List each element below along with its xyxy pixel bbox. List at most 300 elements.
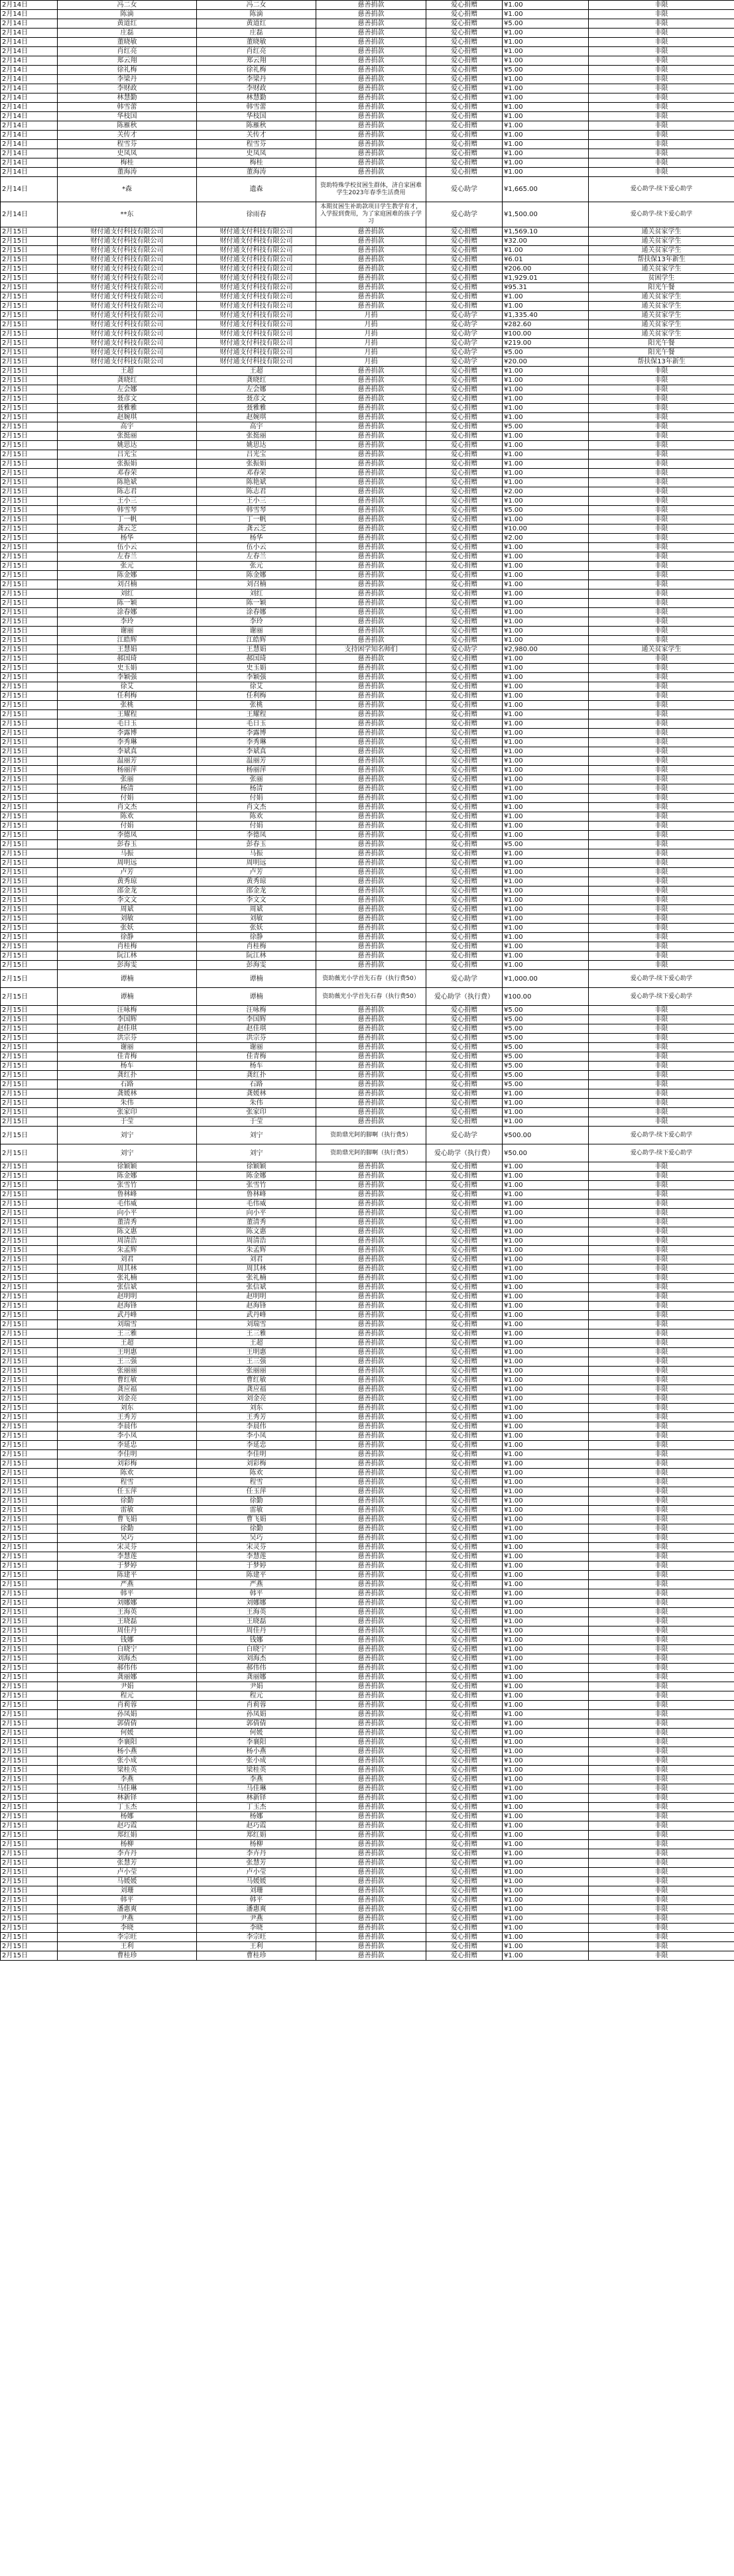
- date-cell: 2月15日: [1, 1404, 58, 1413]
- fund-cell: 非限: [589, 1719, 734, 1729]
- donor-cell: 王秀芳: [58, 1413, 197, 1422]
- donor-cell: 赵佳琪: [58, 1024, 197, 1034]
- date-cell: 2月14日: [1, 84, 58, 93]
- payer-cell: 彭海雯: [197, 961, 316, 970]
- donor-cell: 李财政: [58, 84, 197, 93]
- donor-cell: 郑云翔: [58, 56, 197, 66]
- payer-cell: 白晓宁: [197, 1645, 316, 1654]
- date-cell: 2月15日: [1, 719, 58, 729]
- donor-cell: 雷敏: [58, 1506, 197, 1515]
- table-row: [1, 330, 734, 339]
- amount-cell: ¥1.00: [503, 1255, 589, 1264]
- fund-cell: 非限: [589, 1459, 734, 1469]
- donor-cell: 聂雅雅: [58, 404, 197, 413]
- amount-cell: ¥1.00: [503, 158, 589, 168]
- fund-cell: 非限: [589, 1172, 734, 1181]
- payer-cell: 龚红扑: [197, 1071, 316, 1080]
- payer-cell: 郭倩倩: [197, 1719, 316, 1729]
- category-cell: 爱心捐赠: [426, 1515, 503, 1524]
- donor-cell: 陈滴: [58, 10, 197, 19]
- purpose-cell: 资助薇光小学首先石春（执行费50）: [316, 988, 426, 1006]
- donor-cell: 徐艾: [58, 682, 197, 692]
- date-cell: 2月15日: [1, 840, 58, 849]
- purpose-cell: 慈善捐款: [316, 1089, 426, 1099]
- fund-cell: 非限: [589, 1515, 734, 1524]
- purpose-cell: 慈善捐款: [316, 1320, 426, 1329]
- payer-cell: 任玉萍: [197, 1487, 316, 1497]
- fund-cell: 爱心助学-续下爱心助学: [589, 177, 734, 202]
- date-cell: 2月15日: [1, 849, 58, 859]
- donor-cell: 王三雅: [58, 1329, 197, 1339]
- category-cell: 爱心捐赠: [426, 887, 503, 896]
- table-row: [1, 1218, 734, 1227]
- table-row: [1, 1886, 734, 1896]
- date-cell: 2月15日: [1, 1821, 58, 1831]
- table-row: [1, 422, 734, 432]
- amount-cell: ¥1.00: [503, 896, 589, 905]
- purpose-cell: 慈善捐款: [316, 84, 426, 93]
- payer-cell: 遗森: [197, 177, 316, 202]
- payer-cell: 毛伟威: [197, 1199, 316, 1209]
- amount-cell: ¥1.00: [503, 1775, 589, 1784]
- donor-cell: 刘宁: [58, 1144, 197, 1162]
- donor-cell: 钱娜: [58, 1636, 197, 1645]
- category-cell: 爱心捐赠: [426, 1914, 503, 1924]
- payer-cell: 李晓: [197, 1924, 316, 1933]
- fund-cell: 非限: [589, 1367, 734, 1376]
- amount-cell: ¥1.00: [503, 1497, 589, 1506]
- payer-cell: 石路: [197, 1080, 316, 1089]
- fund-cell: 非限: [589, 84, 734, 93]
- date-cell: 2月15日: [1, 1719, 58, 1729]
- fund-cell: 非限: [589, 673, 734, 682]
- category-cell: 爱心捐赠: [426, 951, 503, 961]
- payer-cell: 财付通支付科技有限公司: [197, 292, 316, 302]
- payer-cell: 丁一帆: [197, 515, 316, 524]
- payer-cell: 王明惠: [197, 1348, 316, 1357]
- purpose-cell: 慈善捐款: [316, 274, 426, 283]
- payer-cell: 刘宁: [197, 1144, 316, 1162]
- category-cell: 爱心捐赠: [426, 524, 503, 534]
- purpose-cell: 月捐: [316, 311, 426, 320]
- date-cell: 2月15日: [1, 1487, 58, 1497]
- category-cell: 爱心捐赠: [426, 1283, 503, 1292]
- payer-cell: 宋灵芬: [197, 1543, 316, 1552]
- date-cell: 2月15日: [1, 1589, 58, 1599]
- amount-cell: ¥500.00: [503, 1127, 589, 1144]
- date-cell: 2月15日: [1, 673, 58, 682]
- fund-cell: 非限: [589, 1729, 734, 1738]
- purpose-cell: 慈善捐款: [316, 1682, 426, 1691]
- purpose-cell: 慈善捐款: [316, 1043, 426, 1052]
- payer-cell: 财付通支付科技有限公司: [197, 302, 316, 311]
- purpose-cell: 慈善捐款: [316, 38, 426, 47]
- amount-cell: ¥1.00: [503, 432, 589, 441]
- fund-cell: 非限: [589, 1599, 734, 1608]
- purpose-cell: 慈善捐款: [316, 738, 426, 747]
- amount-cell: ¥1.00: [503, 1784, 589, 1794]
- fund-cell: 非限: [589, 10, 734, 19]
- payer-cell: 刘红: [197, 589, 316, 599]
- amount-cell: ¥1.00: [503, 460, 589, 469]
- purpose-cell: 慈善捐款: [316, 10, 426, 19]
- amount-cell: ¥1.00: [503, 1283, 589, 1292]
- category-cell: 爱心捐赠: [426, 47, 503, 56]
- fund-cell: 爱心助学-续下爱心助学: [589, 988, 734, 1006]
- payer-cell: 江皓辉: [197, 636, 316, 645]
- amount-cell: ¥1.00: [503, 1348, 589, 1357]
- payer-cell: 周佳丹: [197, 1626, 316, 1636]
- donor-cell: 徐颖颖: [58, 1162, 197, 1172]
- date-cell: 2月15日: [1, 627, 58, 636]
- category-cell: 爱心捐赠: [426, 1599, 503, 1608]
- table-row: [1, 589, 734, 599]
- fund-cell: 非限: [589, 1043, 734, 1052]
- category-cell: 爱心捐赠: [426, 1868, 503, 1877]
- category-cell: 爱心助学: [426, 1127, 503, 1144]
- donor-cell: 卢芳: [58, 868, 197, 877]
- payer-cell: 李德凤: [197, 831, 316, 840]
- payer-cell: 温丽芳: [197, 757, 316, 766]
- fund-cell: 非限: [589, 1664, 734, 1673]
- purpose-cell: 慈善捐款: [316, 1024, 426, 1034]
- fund-cell: 非限: [589, 868, 734, 877]
- table-row: [1, 348, 734, 357]
- table-row: [1, 1608, 734, 1617]
- payer-cell: 任利梅: [197, 692, 316, 701]
- donor-cell: 陈欢: [58, 812, 197, 822]
- table-row: [1, 645, 734, 654]
- donor-cell: 赵明明: [58, 1292, 197, 1302]
- payer-cell: 赵佳琪: [197, 1024, 316, 1034]
- payer-cell: 龚晓红: [197, 376, 316, 385]
- payer-cell: 佳青梅: [197, 1052, 316, 1062]
- category-cell: 爱心捐赠: [426, 131, 503, 140]
- purpose-cell: 慈善捐款: [316, 1172, 426, 1181]
- payer-cell: 龚应福: [197, 1385, 316, 1394]
- date-cell: 2月15日: [1, 747, 58, 757]
- amount-cell: ¥1.00: [503, 1589, 589, 1599]
- amount-cell: ¥1.00: [503, 1747, 589, 1756]
- category-cell: 爱心捐赠: [426, 1376, 503, 1385]
- date-cell: 2月15日: [1, 1034, 58, 1043]
- payer-cell: 龚媛林: [197, 1089, 316, 1099]
- purpose-cell: 慈善捐款: [316, 1080, 426, 1089]
- amount-cell: ¥1.00: [503, 1701, 589, 1710]
- payer-cell: 财付通支付科技有限公司: [197, 246, 316, 255]
- fund-cell: 非限: [589, 682, 734, 692]
- amount-cell: ¥1.00: [503, 673, 589, 682]
- date-cell: 2月15日: [1, 1738, 58, 1747]
- table-row: [1, 1108, 734, 1117]
- date-cell: 2月15日: [1, 339, 58, 348]
- date-cell: 2月14日: [1, 121, 58, 131]
- date-cell: 2月15日: [1, 1524, 58, 1534]
- donor-cell: 刘彩梅: [58, 1459, 197, 1469]
- amount-cell: ¥1.00: [503, 1487, 589, 1497]
- date-cell: 2月14日: [1, 1, 58, 10]
- donor-cell: 涂春娜: [58, 608, 197, 617]
- category-cell: 爱心捐赠: [426, 1487, 503, 1497]
- amount-cell: ¥1.00: [503, 1580, 589, 1589]
- donor-cell: 王利: [58, 1942, 197, 1951]
- date-cell: 2月15日: [1, 988, 58, 1006]
- payer-cell: 赵婉琪: [197, 413, 316, 422]
- category-cell: 爱心捐赠: [426, 1497, 503, 1506]
- date-cell: 2月15日: [1, 1729, 58, 1738]
- purpose-cell: 慈善捐款: [316, 849, 426, 859]
- fund-cell: 非限: [589, 450, 734, 460]
- table-row: [1, 1534, 734, 1543]
- purpose-cell: 慈善捐款: [316, 413, 426, 422]
- donor-cell: 王慧娟: [58, 645, 197, 654]
- date-cell: 2月15日: [1, 1006, 58, 1015]
- amount-cell: ¥1.00: [503, 1812, 589, 1821]
- fund-cell: 非限: [589, 1478, 734, 1487]
- amount-cell: ¥1.00: [503, 1562, 589, 1571]
- fund-cell: 爱心助学-续下爱心助学: [589, 970, 734, 988]
- category-cell: 爱心捐赠: [426, 66, 503, 75]
- payer-cell: 陈志君: [197, 487, 316, 497]
- table-row: [1, 1255, 734, 1264]
- donor-cell: 陈金娜: [58, 1172, 197, 1181]
- amount-cell: ¥1.00: [503, 552, 589, 562]
- donor-cell: 刘珊: [58, 1886, 197, 1896]
- category-cell: 爱心捐赠: [426, 1099, 503, 1108]
- category-cell: 爱心捐赠: [426, 692, 503, 701]
- category-cell: 爱心捐赠: [426, 1181, 503, 1190]
- amount-cell: ¥2.00: [503, 534, 589, 543]
- amount-cell: ¥282.60: [503, 320, 589, 330]
- table-row: [1, 274, 734, 283]
- purpose-cell: 慈善捐款: [316, 1006, 426, 1015]
- purpose-cell: 慈善捐款: [316, 1524, 426, 1534]
- payer-cell: 黄秀琼: [197, 877, 316, 887]
- category-cell: 爱心助学: [426, 348, 503, 357]
- date-cell: 2月15日: [1, 1868, 58, 1877]
- amount-cell: ¥1,335.40: [503, 311, 589, 320]
- date-cell: 2月15日: [1, 1367, 58, 1376]
- amount-cell: ¥1.00: [503, 38, 589, 47]
- amount-cell: ¥1.00: [503, 1246, 589, 1255]
- table-row: [1, 840, 734, 849]
- purpose-cell: 慈善捐款: [316, 1071, 426, 1080]
- fund-cell: 非限: [589, 1775, 734, 1784]
- payer-cell: 杨清: [197, 784, 316, 794]
- donor-cell: 龚云芝: [58, 524, 197, 534]
- date-cell: 2月15日: [1, 664, 58, 673]
- donor-cell: 韩雪琴: [58, 506, 197, 515]
- table-row: [1, 608, 734, 617]
- date-cell: 2月15日: [1, 803, 58, 812]
- date-cell: 2月14日: [1, 103, 58, 112]
- category-cell: 爱心助学: [426, 320, 503, 330]
- table-row: [1, 617, 734, 627]
- payer-cell: 朱孟辉: [197, 1246, 316, 1255]
- fund-cell: 帮扶保13年新生: [589, 357, 734, 367]
- donor-cell: 刘东: [58, 1404, 197, 1413]
- fund-cell: 非限: [589, 1506, 734, 1515]
- table-row: [1, 339, 734, 348]
- fund-cell: 非限: [589, 1264, 734, 1274]
- payer-cell: 尹燕: [197, 1914, 316, 1924]
- amount-cell: ¥1.00: [503, 1682, 589, 1691]
- fund-cell: 非限: [589, 168, 734, 177]
- purpose-cell: 慈善捐款: [316, 1626, 426, 1636]
- date-cell: 2月15日: [1, 822, 58, 831]
- purpose-cell: 慈善捐款: [316, 840, 426, 849]
- purpose-cell: 慈善捐款: [316, 1589, 426, 1599]
- amount-cell: ¥1.00: [503, 562, 589, 571]
- category-cell: 爱心捐赠: [426, 1441, 503, 1450]
- category-cell: 爱心捐赠: [426, 1766, 503, 1775]
- amount-cell: ¥1.00: [503, 1357, 589, 1367]
- table-row: [1, 627, 734, 636]
- date-cell: 2月15日: [1, 1803, 58, 1812]
- amount-cell: ¥1.00: [503, 302, 589, 311]
- category-cell: 爱心捐赠: [426, 283, 503, 292]
- category-cell: 爱心捐赠: [426, 1803, 503, 1812]
- table-row: [1, 1821, 734, 1831]
- donor-cell: 马佳琳: [58, 1784, 197, 1794]
- purpose-cell: 慈善捐款: [316, 1951, 426, 1961]
- table-row: [1, 1664, 734, 1673]
- fund-cell: 阳光午餐: [589, 339, 734, 348]
- donor-cell: 财付通支付科技有限公司: [58, 237, 197, 246]
- amount-cell: ¥1.00: [503, 1413, 589, 1422]
- purpose-cell: 资助鼎光阿的脚啊（执行费5）: [316, 1144, 426, 1162]
- donor-cell: 温丽芳: [58, 757, 197, 766]
- category-cell: 爱心捐赠: [426, 1552, 503, 1562]
- date-cell: 2月15日: [1, 1459, 58, 1469]
- payer-cell: 钱娜: [197, 1636, 316, 1645]
- category-cell: 爱心捐赠: [426, 1274, 503, 1283]
- purpose-cell: 慈善捐款: [316, 1896, 426, 1905]
- amount-cell: ¥5.00: [503, 1006, 589, 1015]
- amount-cell: ¥1.00: [503, 1506, 589, 1515]
- category-cell: 爱心捐赠: [426, 29, 503, 38]
- date-cell: 2月15日: [1, 877, 58, 887]
- purpose-cell: 慈善捐款: [316, 766, 426, 775]
- category-cell: 爱心捐赠: [426, 914, 503, 924]
- date-cell: 2月14日: [1, 202, 58, 227]
- payer-cell: 李颖强: [197, 673, 316, 682]
- payer-cell: 聂雅雅: [197, 404, 316, 413]
- category-cell: 爱心捐赠: [426, 571, 503, 580]
- purpose-cell: 慈善捐款: [316, 654, 426, 664]
- donor-cell: 李露博: [58, 729, 197, 738]
- donor-cell: 周斌: [58, 905, 197, 914]
- donor-cell: 周佳丹: [58, 1626, 197, 1636]
- amount-cell: ¥1.00: [503, 413, 589, 422]
- payer-cell: 李梁丹: [197, 75, 316, 84]
- table-row: [1, 1571, 734, 1580]
- table-row: [1, 158, 734, 168]
- table-row: [1, 1117, 734, 1127]
- amount-cell: ¥1.00: [503, 608, 589, 617]
- table-row: [1, 1487, 734, 1497]
- table-row: [1, 515, 734, 524]
- table-row: [1, 460, 734, 469]
- date-cell: 2月15日: [1, 1043, 58, 1052]
- purpose-cell: 慈善捐款: [316, 524, 426, 534]
- table-row: [1, 246, 734, 255]
- payer-cell: 梅桂: [197, 158, 316, 168]
- amount-cell: ¥1.00: [503, 571, 589, 580]
- date-cell: 2月15日: [1, 1469, 58, 1478]
- date-cell: 2月15日: [1, 1099, 58, 1108]
- amount-cell: ¥1.00: [503, 1469, 589, 1478]
- category-cell: 爱心助学（执行费）: [426, 988, 503, 1006]
- date-cell: 2月15日: [1, 1617, 58, 1626]
- date-cell: 2月15日: [1, 701, 58, 710]
- donor-cell: 王三强: [58, 1357, 197, 1367]
- purpose-cell: 慈善捐款: [316, 589, 426, 599]
- date-cell: 2月15日: [1, 376, 58, 385]
- donor-cell: 谭楠: [58, 988, 197, 1006]
- category-cell: 爱心捐赠: [426, 469, 503, 478]
- purpose-cell: 慈善捐款: [316, 1190, 426, 1199]
- payer-cell: 董清秀: [197, 1218, 316, 1227]
- purpose-cell: 慈善捐款: [316, 292, 426, 302]
- payer-cell: 周明远: [197, 859, 316, 868]
- date-cell: 2月15日: [1, 552, 58, 562]
- donor-cell: 梁桂英: [58, 1766, 197, 1775]
- table-row: [1, 56, 734, 66]
- category-cell: 爱心捐赠: [426, 1404, 503, 1413]
- purpose-cell: 慈善捐款: [316, 66, 426, 75]
- fund-cell: 非限: [589, 1821, 734, 1831]
- date-cell: 2月15日: [1, 1302, 58, 1311]
- table-row: [1, 1506, 734, 1515]
- amount-cell: ¥2.00: [503, 487, 589, 497]
- payer-cell: 陈欢: [197, 1469, 316, 1478]
- donor-cell: 李晨伟: [58, 1422, 197, 1432]
- table-row: [1, 441, 734, 450]
- category-cell: 爱心捐赠: [426, 93, 503, 103]
- table-row: [1, 729, 734, 738]
- purpose-cell: 慈善捐款: [316, 951, 426, 961]
- table-row: [1, 1422, 734, 1432]
- category-cell: 爱心捐赠: [426, 1840, 503, 1849]
- donor-cell: 李梁丹: [58, 75, 197, 84]
- category-cell: 爱心捐赠: [426, 265, 503, 274]
- fund-cell: 非限: [589, 1877, 734, 1886]
- amount-cell: ¥1.00: [503, 395, 589, 404]
- payer-cell: 李文文: [197, 896, 316, 905]
- category-cell: 爱心助学: [426, 339, 503, 348]
- purpose-cell: 慈善捐款: [316, 1710, 426, 1719]
- fund-cell: 非限: [589, 543, 734, 552]
- fund-cell: 非限: [589, 1441, 734, 1450]
- date-cell: 2月15日: [1, 1413, 58, 1422]
- fund-cell: 非限: [589, 757, 734, 766]
- table-row: [1, 1264, 734, 1274]
- fund-cell: 非限: [589, 1840, 734, 1849]
- payer-cell: 谢丽: [197, 627, 316, 636]
- payer-cell: 马佳琳: [197, 1784, 316, 1794]
- category-cell: 爱心助学: [426, 311, 503, 320]
- fund-cell: 非限: [589, 1710, 734, 1719]
- payer-cell: 丁玉杰: [197, 1803, 316, 1812]
- payer-cell: 李国辉: [197, 1015, 316, 1024]
- amount-cell: ¥1.00: [503, 149, 589, 158]
- table-row: [1, 140, 734, 149]
- category-cell: 爱心捐赠: [426, 1784, 503, 1794]
- purpose-cell: 慈善捐款: [316, 1052, 426, 1062]
- category-cell: 爱心捐赠: [426, 1190, 503, 1199]
- date-cell: 2月15日: [1, 1432, 58, 1441]
